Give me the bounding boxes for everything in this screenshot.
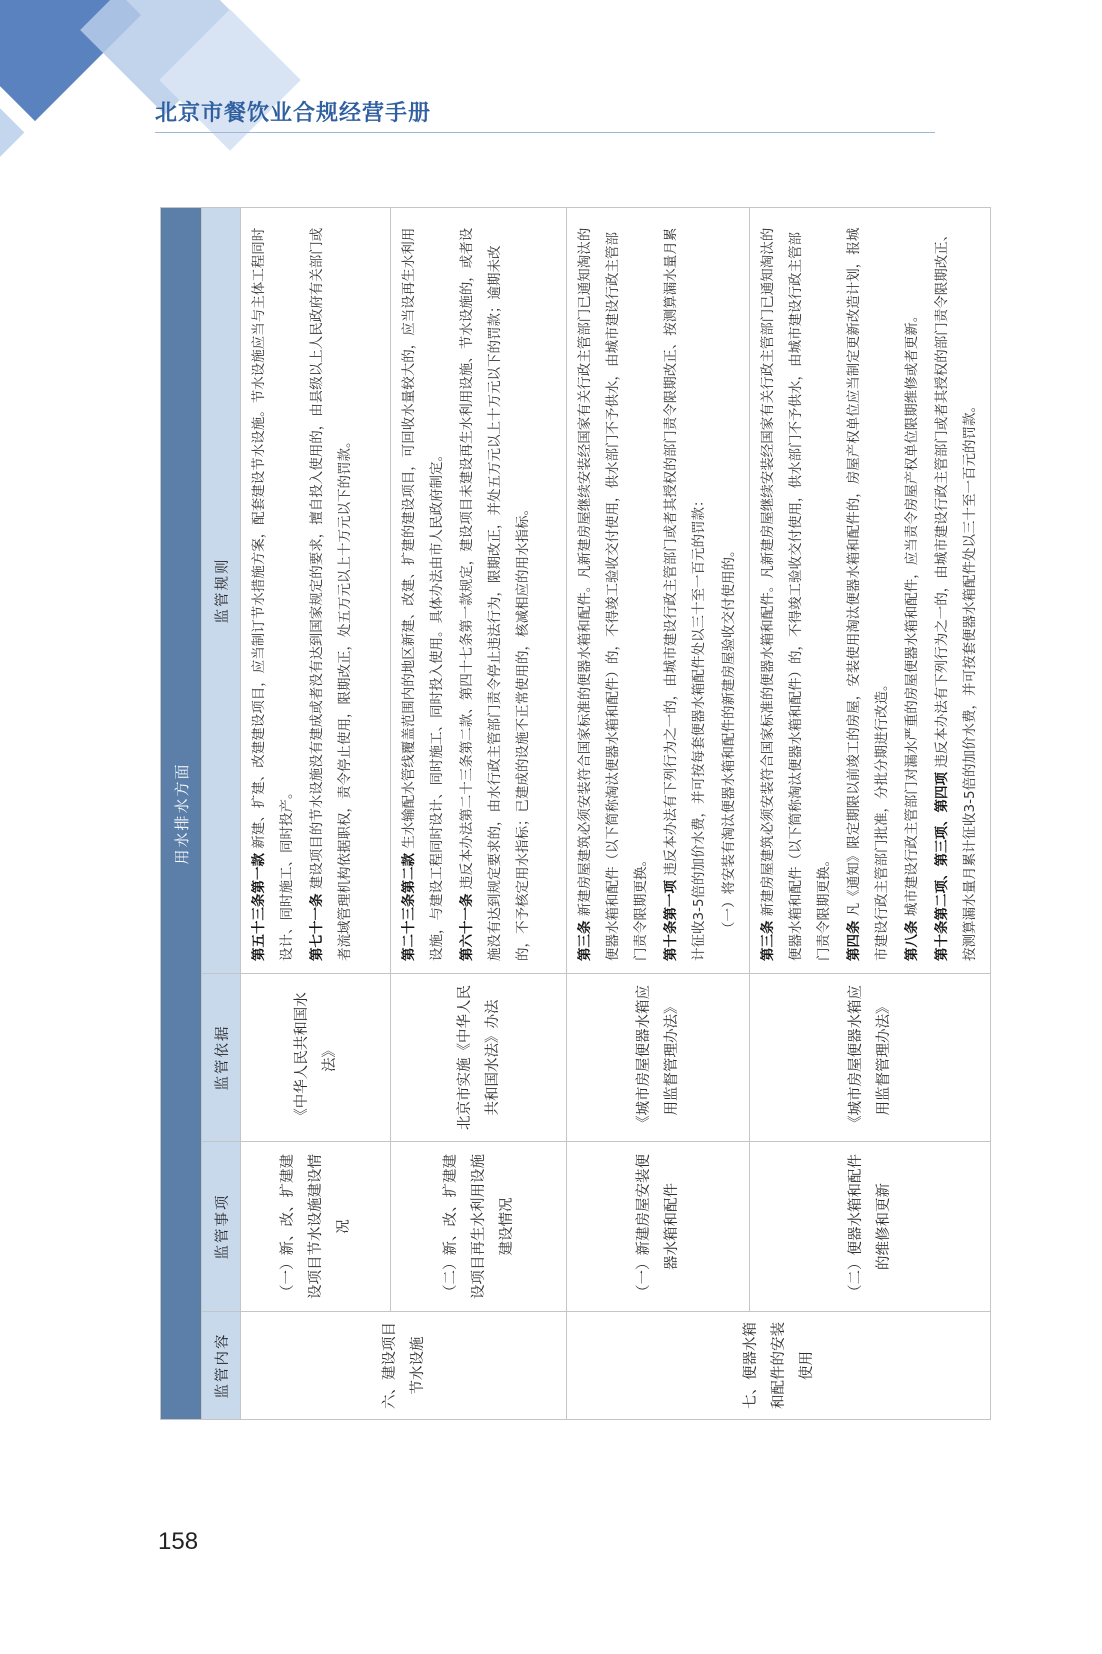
rule-article-lead: 第十条第二项、第三项、第四项 [934,772,950,961]
rule-article-lead: 第五十三条第一款 [251,853,267,961]
supervision-rules-cell [750,207,991,973]
rule-paragraph [303,220,359,961]
rule-article-text: 凡《通知》限定期限以前竣工的房屋，安装使用淘汰便器水箱和配件的，房屋产权单位应当制定更新改造计划，报城市建设行政主管部门批准，分批分期进行改造。 [846,227,890,961]
rule-article-lead: 第十条第一项 [663,880,679,961]
rule-article-text: 违反本办法有下列行为之一的，由城市建设行政主管部门或者其授权的部门责令限期改正、按测算漏水量月累计征收3-5倍的加价水费，并可按套便器水箱配件处以三十至一百元的罚款。 [934,227,978,961]
rule-paragraph [571,220,655,961]
page-header-title: 北京市餐饮业合规经营手册 [155,101,432,126]
rule-article-text: 违反本办法有下列行为之一的，由城市建设行政主管部门或者其授权的部门责令限期改正、按测算漏水量月累计征收3-5倍的加价水费，并可按每套便器水箱配件处以三十至一百元的罚款： [663,227,707,961]
rule-paragraph [754,220,838,961]
table-row [391,207,567,1419]
section-header-row [161,207,202,1419]
column-header-item: 监管事项 [202,1142,241,1312]
supervision-basis-cell: 北京市实施《中华人民共和国水法》办法 [391,974,567,1142]
supervision-basis-cell: 《中华人民共和国水法》 [241,974,391,1142]
rule-article-text: 违反本办法第二十三条第二款、第四十七条第一款规定，建设项目未建设再生水利用设施、节水设施的，或者设施没有达到规定要求的，由水行政主管部门责令停止违法行为，限期改正，并处五万元以上十万元以下的罚款；逾期未改的，不予核定用水指标；已建成的设施不正常使用的，核减相应的用水指标。 [459,227,531,961]
rule-paragraph [245,220,301,961]
regulation-table-rotated [160,208,978,1420]
rule-article-text: 城市建设行政主管部门对漏水严重的房屋便器水箱和配件，应当责令房屋产权单位限期维修或者更新。 [904,308,920,921]
supervision-rules-cell [567,207,750,973]
header-divider [155,132,935,133]
supervision-basis-cell: 《城市房屋便器水箱应用监督管理办法》 [567,974,750,1142]
rule-paragraph [657,220,713,961]
rule-paragraph [453,220,537,961]
supervision-item-cell: （一）新建房屋安装便器水箱和配件 [567,1142,750,1312]
rule-paragraph [715,220,743,961]
rule-article-lead: 第六十一条 [459,893,475,961]
rule-paragraph [928,220,984,961]
decor-diamond-small [0,101,24,165]
supervision-item-cell: （二）便器水箱和配件的维修和更新 [750,1142,991,1312]
column-header-row [202,207,241,1419]
section-title: 用水排水方面 [161,207,202,1419]
rule-paragraph [395,220,451,961]
rule-article-lead: 第二十三条第二款 [401,853,417,961]
page-number: 158 [158,1528,199,1555]
column-header-basis: 监管依据 [202,974,241,1142]
supervision-item-cell: （二）新、改、扩建建设项目再生水利用设施建设情况 [391,1142,567,1312]
supervision-content-cell: 七、便器水箱和配件的安装使用 [567,1312,991,1420]
regulation-table [160,207,991,1420]
column-header-content: 监管内容 [202,1312,241,1420]
rule-article-text: 新建、扩建、改建建设项目，应当制订节水措施方案，配套建设节水设施。节水设施应当与主体工程同时设计、同时施工、同时投产。 [251,227,295,961]
supervision-item-cell: （一）新、改、扩建建设项目节水设施建设情况 [241,1142,391,1312]
table-row [567,207,750,1419]
rule-article-lead: 第三条 [760,920,776,961]
rule-article-text: （一）将安装有淘汰便器水箱和配件的新建房屋验收交付使用的。 [721,543,737,935]
table-body [241,207,991,1419]
rule-paragraph [898,220,926,961]
column-header-rules: 监管规则 [202,207,241,973]
supervision-rules-cell [241,207,391,973]
rule-article-lead: 第八条 [904,920,920,961]
rule-article-text: 建设项目的节水设施没有建成或者没有达到国家规定的要求，擅自投入使用的，由县级以上人民政府有关部门或者流域管理机构依据职权，责令停止使用，限期改正，处五万元以上十万元以下的罚款。 [309,227,353,961]
rule-article-lead: 第七十一条 [309,893,325,961]
rule-article-lead: 第四条 [846,920,862,961]
supervision-rules-cell [391,207,567,973]
table-row [241,207,391,1419]
rule-article-lead: 第三条 [577,920,593,961]
rule-paragraph [840,220,896,961]
rule-article-text: 新建房屋建筑必须安装符合国家标准的便器水箱和配件。凡新建房屋继续安装经国家有关行政主管部门已通知淘汰的便器水箱和配件（以下简称淘汰便器水箱和配件）的，不得竣工验收交付使用，供水部门不予供水，由城市建设行政主管部门责令限期更换。 [577,227,649,961]
rule-article-text: 新建房屋建筑必须安装符合国家标准的便器水箱和配件。凡新建房屋继续安装经国家有关行政主管部门已通知淘汰的便器水箱和配件（以下简称淘汰便器水箱和配件）的，不得竣工验收交付使用，供水部门不予供水，由城市建设行政主管部门责令限期更换。 [760,227,832,961]
supervision-basis-cell: 《城市房屋便器水箱应用监督管理办法》 [750,974,991,1142]
supervision-content-cell: 六、建设项目节水设施 [241,1312,567,1420]
rule-article-text: 生水输配水管线覆盖范围内的地区新建、改建、扩建的建设项目，可回收水量较大的，应当设再生水利用设施，与建设工程同时设计、同时施工、同时投入使用。具体办法由市人民政府制定。 [401,227,445,961]
table-row [750,207,991,1419]
